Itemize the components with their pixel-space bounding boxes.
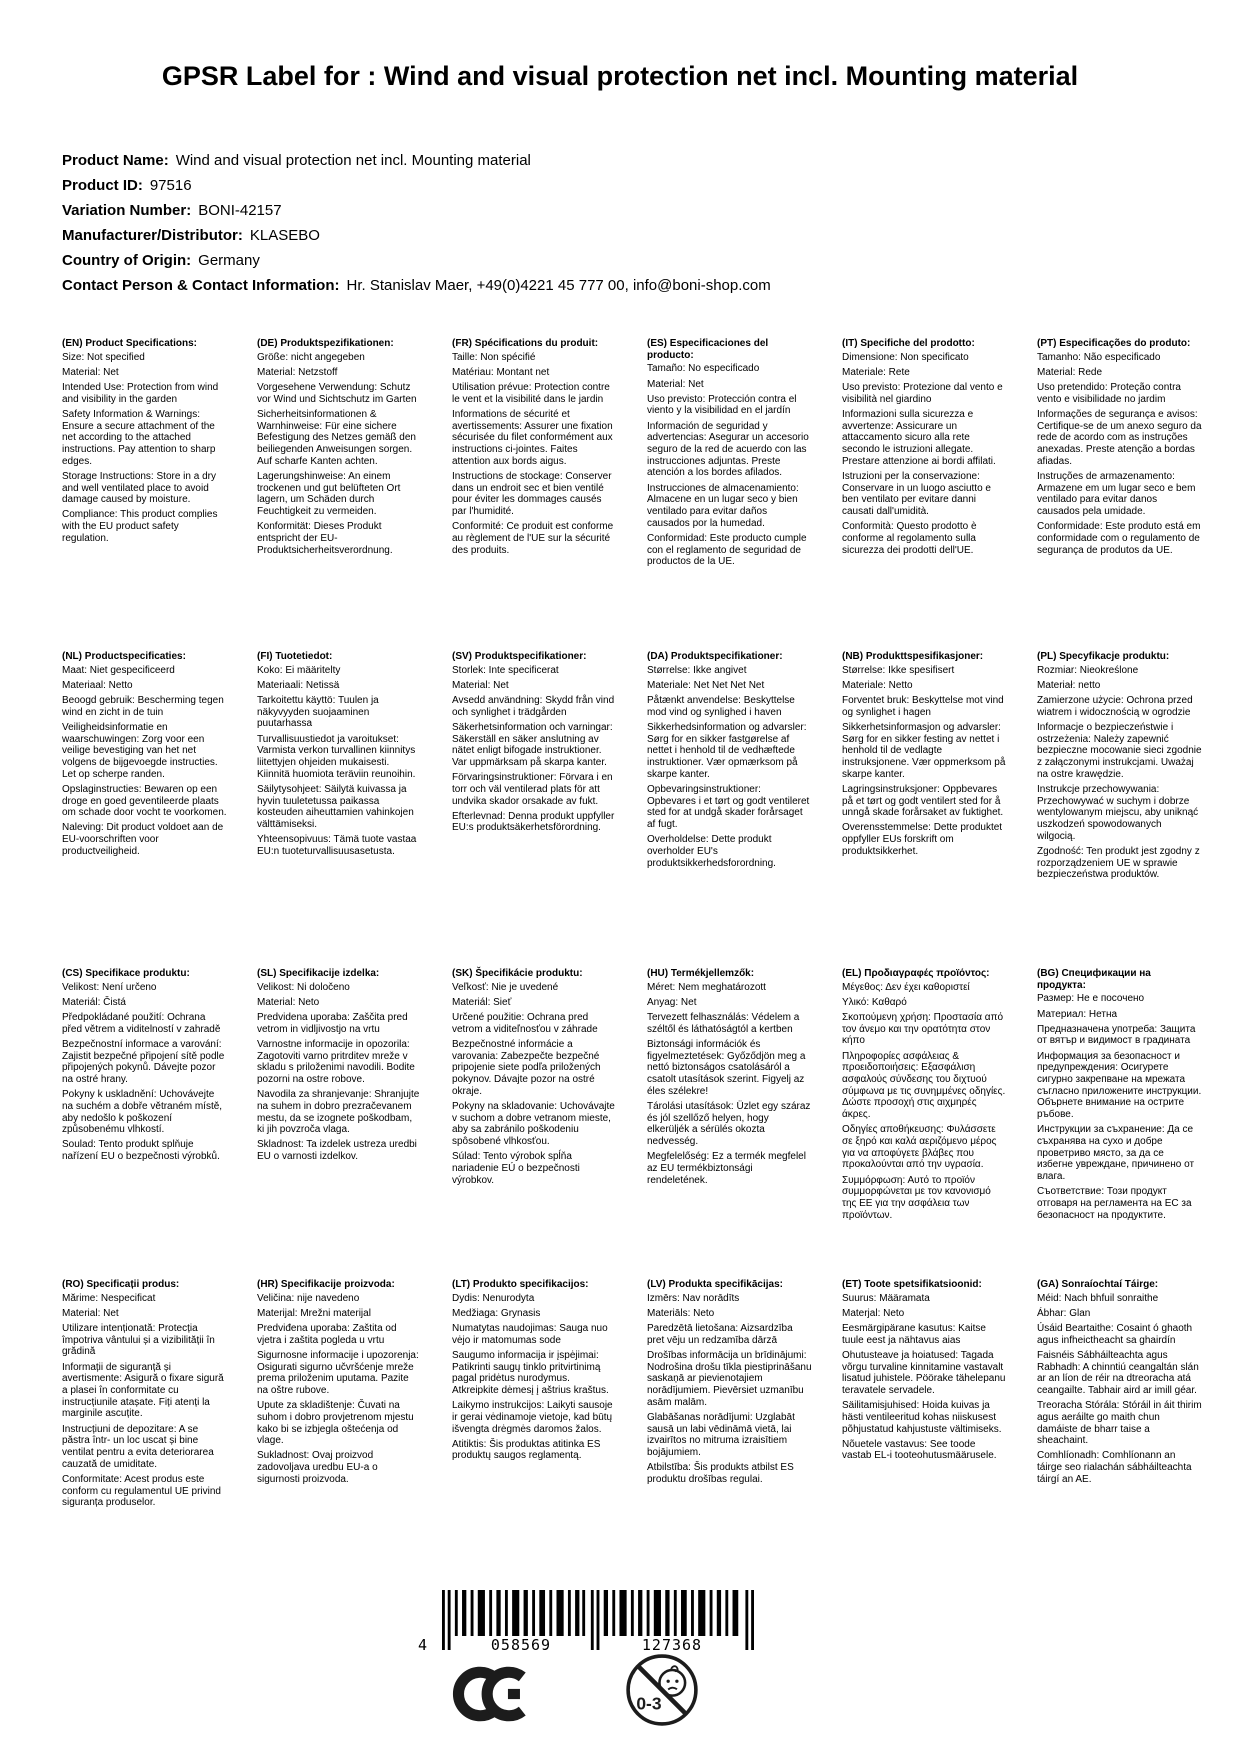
spec-block-header: (PL) Specyfikacje produktu:	[1037, 651, 1170, 662]
spec-paragraph: Predvidena uporaba: Zaščita pred vetrom in vidljivostjo na vrtu	[257, 1012, 408, 1035]
spec-block-header: (BG) Спецификации на продукта:	[1037, 968, 1151, 991]
spec-paragraph: Anyag: Net	[647, 996, 697, 1008]
spec-paragraph: Velikost: Není určeno	[62, 981, 157, 993]
spec-paragraph: Saugumo informacija ir įspėjimai: Patikrinti saugų tinklo pritvirtinimą pagal pridėtus nurodymus. Atkreipkite dėmesį į aštrius kraštus.	[452, 1349, 609, 1396]
spec-paragraph: Größe: nicht angegeben	[257, 351, 365, 363]
product-info-value: Germany	[198, 252, 260, 269]
spec-block	[257, 968, 422, 1166]
spec-paragraph: Matériau: Montant net	[452, 366, 550, 378]
spec-paragraph: Utilizare intenționată: Protecția împotriva vântului și a vizibilității în grădină	[62, 1323, 215, 1358]
spec-paragraph: Lagringsinstruksjoner: Oppbevares på et tørt og godt ventilert sted for å unngå skade forårsaket av fuktighet.	[842, 783, 1004, 819]
spec-paragraph: Beoogd gebruik: Bescherming tegen wind en zicht in de tuin	[62, 695, 224, 718]
spec-paragraph: Izmērs: Nav norādīts	[647, 1292, 740, 1304]
spec-paragraph: Material: Net	[452, 679, 509, 691]
product-info-label: Product Name:	[62, 152, 169, 169]
spec-block	[842, 338, 1007, 560]
spec-block-header: (EN) Product Specifications:	[62, 338, 198, 349]
spec-block	[452, 338, 617, 560]
product-info-row	[62, 198, 771, 223]
spec-block	[1037, 968, 1202, 1225]
spec-paragraph: Materiale: Net Net Net Net	[647, 679, 765, 691]
spec-paragraph: Οδηγίες αποθήκευσης: Φυλάσσετε σε ξηρό και καλά αεριζόμενο μέρος για να αποφύγετε βλάβες που προκαλούνται από την υγρασία.	[842, 1124, 997, 1171]
spec-block-header: (SL) Specifikacije izdelka:	[257, 968, 380, 979]
spec-paragraph: Laikymo instrukcijos: Laikyti sausoje ir gerai vėdinamoje vietoje, kad būtų išvengta drėgmės daromos žalos.	[452, 1400, 613, 1435]
spec-paragraph: Compliance: This product complies with the EU product safety regulation.	[62, 509, 218, 544]
spec-paragraph: Material: Neto	[257, 996, 320, 1008]
product-info-value: Hr. Stanislav Maer, +49(0)4221 45 777 00, info@boni-shop.com	[346, 277, 771, 294]
spec-block-header: (GA) Sonraíochtaí Táirge:	[1037, 1279, 1159, 1290]
spec-paragraph: Conformità: Questo prodotto è conforme al regolamento sulla sicurezza dei prodotti dell'UE.	[842, 521, 977, 556]
spec-paragraph: Συμμόρφωση: Αυτό το προϊόν συμμορφώνεται με τον κανονισμό της ΕΕ για την ασφάλεια των προϊόντων.	[842, 1174, 991, 1221]
spec-block-header: (SV) Produktspecifikationer:	[452, 651, 587, 662]
spec-paragraph: Material: Netzstoff	[257, 366, 338, 378]
spec-paragraph: Nõuetele vastavus: See toode vastab EL-i tooteohutusmäärusele.	[842, 1438, 997, 1462]
spec-paragraph: Säilitamisjuhised: Hoida kuivas ja hästi ventileeritud kohas niiskusest põhjustatud kahjustuste vältimiseks.	[842, 1400, 1002, 1435]
spec-block	[62, 968, 227, 1166]
spec-paragraph: Maat: Niet gespecificeerd	[62, 664, 175, 676]
spec-paragraph: Předpokládané použití: Ochrana před větrem a viditelností v zahradě	[62, 1012, 221, 1035]
spec-block	[1037, 651, 1202, 884]
spec-block	[647, 651, 812, 873]
spec-paragraph: Efterlevnad: Denna produkt uppfyller EU:s produktsäkerhetsförordning.	[452, 810, 615, 834]
product-info-row	[62, 248, 771, 273]
spec-paragraph: Méret: Nem meghatározott	[647, 981, 766, 993]
product-info-value: 97516	[149, 177, 192, 194]
spec-block-header: (FR) Spécifications du produit:	[452, 338, 599, 349]
spec-block-header: (ET) Toote spetsifikatsioonid:	[842, 1279, 982, 1290]
spec-paragraph: Upute za skladištenje: Čuvati na suhom i dobro provjetrenom mjestu kako bi se izbjegla oštećenja od vlage.	[257, 1400, 414, 1447]
spec-paragraph: Uso previsto: Protección contra el viento y la visibilidad en el jardín	[647, 393, 797, 417]
spec-paragraph: Materiał: netto	[1037, 679, 1101, 691]
spec-paragraph: Dimensione: Non specificato	[842, 351, 969, 363]
spec-block	[842, 1279, 1007, 1466]
page-title: GPSR Label for : Wind and visual protection net incl. Mounting material	[161, 61, 1079, 92]
spec-paragraph: Υλικό: Καθαρό	[842, 996, 907, 1008]
age-warning-label: 0-3	[636, 1693, 662, 1714]
spec-paragraph: Drošības informācija un brīdinājumi: Nodrošina drošu tīkla piestiprināšanu saskaņā ar pievienotajiem norādījumiem. Pievērsiet uzmanību asām malām.	[647, 1349, 812, 1408]
spec-paragraph: Tamaño: No especificado	[647, 363, 760, 375]
spec-paragraph: Storage Instructions: Store in a dry and well ventilated place to avoid damage caused by moisture.	[62, 470, 216, 506]
spec-paragraph: Zgodność: Ten produkt jest zgodny z rozporządzeniem UE w sprawie bezpieczeństwa produktów.	[1037, 845, 1200, 881]
spec-paragraph: Materiaal: Netto	[62, 679, 133, 691]
spec-block	[452, 651, 617, 838]
spec-paragraph: Tamanho: Não especificado	[1037, 351, 1161, 363]
spec-paragraph: Atitiktis: Šis produktas atitinka ES produktų saugos reglamentą.	[452, 1438, 601, 1462]
spec-block	[1037, 1279, 1202, 1489]
spec-paragraph: Предназначена употреба: Защита от вятър и видимост в градината	[1037, 1023, 1196, 1047]
spec-paragraph: Conformidade: Este produto está em conformidade com o regulamento de segurança de produtos da UE.	[1037, 521, 1201, 556]
spec-block-header: (HU) Termékjellemzők:	[647, 968, 755, 979]
spec-block	[257, 338, 422, 560]
spec-paragraph: Medžiaga: Grynasis	[452, 1307, 541, 1319]
spec-paragraph: Atbilstība: Šis produkts atbilst ES produktu drošības regulai.	[647, 1462, 794, 1485]
spec-paragraph: Veličina: nije navedeno	[257, 1292, 360, 1304]
spec-paragraph: Skladnost: Ta izdelek ustreza uredbi EU o varnosti izdelkov.	[257, 1139, 417, 1163]
spec-paragraph: Avsedd användning: Skydd från vind och synlighet i trädgården	[452, 695, 615, 718]
spec-paragraph: Informations de sécurité et avertissements: Assurer une fixation sécurisée du filet conformément aux instructions ci-jointes. Faites attention aux bords aigus.	[452, 408, 613, 467]
spec-paragraph: Instrucțiuni de depozitare: A se păstra într- un loc uscat și bine ventilat pentru a evita deteriorarea cauzată de umiditate.	[62, 1423, 214, 1470]
spec-paragraph: Konformität: Dieses Produkt entspricht der EU-Produktsicherheitsverordnung.	[257, 521, 393, 556]
spec-paragraph: Material: Net	[647, 378, 704, 390]
product-info	[62, 148, 771, 298]
spec-paragraph: Materijal: Mrežni materijal	[257, 1307, 371, 1319]
spec-paragraph: Opslaginstructies: Bewaren op een droge en goed geventileerde plaats om schade door vocht te voorkomen.	[62, 783, 227, 819]
spec-paragraph: Materiale: Netto	[842, 679, 913, 691]
spec-block	[1037, 338, 1202, 560]
spec-block	[842, 968, 1007, 1225]
spec-block	[647, 1279, 812, 1489]
spec-paragraph: Materiale: Rete	[842, 366, 910, 378]
spec-block-header: (CS) Specifikace produktu:	[62, 968, 190, 979]
spec-paragraph: Faisnéis Sábháilteachta agus Rabhadh: A chinntiú ceangaltán slán ar an líon de réir na dtreoracha atá ceangailte. Tabhair aird ar imill géar.	[1037, 1349, 1199, 1396]
spec-block	[62, 338, 227, 548]
spec-paragraph: Suurus: Määramata	[842, 1292, 930, 1304]
spec-paragraph: Paredzētā lietošana: Aizsardzība pret vēju un redzamība dārzā	[647, 1323, 793, 1346]
spec-block-header: (HR) Specifikacije proizvoda:	[257, 1279, 395, 1290]
spec-paragraph: Taille: Non spécifié	[452, 351, 536, 363]
spec-paragraph: Bezpečnostní informace a varování: Zajistit bezpečné připojení sítě podle připojených pokynů. Dávejte pozor na ostré hrany.	[62, 1038, 225, 1085]
spec-block	[62, 1279, 227, 1512]
spec-paragraph: Материал: Нетна	[1037, 1008, 1118, 1020]
spec-paragraph: Dydis: Nenurodyta	[452, 1292, 535, 1304]
barcode-left-group: 058569	[490, 1636, 552, 1654]
spec-paragraph: Materjal: Neto	[842, 1307, 905, 1319]
spec-grid	[62, 338, 1202, 1512]
spec-paragraph: Predviđena uporaba: Zaštita od vjetra i zaštita pogleda u vrtu	[257, 1323, 397, 1346]
spec-paragraph: Méid: Nach bhfuil sonraithe	[1037, 1292, 1159, 1304]
spec-paragraph: Säkerhetsinformation och varningar: Säkerställ en säker anslutning av nätet enligt bifogade instruktioner. Var uppmärksam på skarpa kanter.	[452, 721, 613, 768]
spec-paragraph: Turvallisuustiedot ja varoitukset: Varmista verkon turvallinen kiinnitys liitettyjen ohjeiden mukaisesti. Kiinnitä huomiota teräviin reunoihin.	[257, 733, 416, 780]
spec-paragraph: Sukladnost: Ovaj proizvod zadovoljava uredbu EU-a o sigurnosti proizvoda.	[257, 1450, 378, 1485]
spec-paragraph: Instrucciones de almacenamiento: Almacene en un lugar seco y bien ventilado para evitar daños causados por la humedad.	[647, 482, 799, 529]
spec-paragraph: Uso pretendido: Proteção contra vento e visibilidade no jardim	[1037, 382, 1181, 405]
product-info-label: Manufacturer/Distributor:	[62, 227, 243, 244]
spec-block	[257, 1279, 422, 1489]
spec-paragraph: Säilytysohjeet: Säilytä kuivassa ja hyvin tuuletetussa paikassa kosteuden aiheuttamien vahinkojen välttämiseksi.	[257, 783, 414, 830]
spec-paragraph: Utilisation prévue: Protection contre le vent et la visibilité dans le jardin	[452, 382, 610, 405]
age-warning-0-3-icon	[624, 1652, 700, 1728]
spec-block-header: (NB) Produkttspesifikasjoner:	[842, 651, 984, 662]
spec-block	[647, 968, 812, 1190]
spec-paragraph: Instrukcje przechowywania: Przechowywać w suchym i dobrze wentylowanym miejscu, aby uniknąć uszkodzeń spowodowanych wilgocią.	[1037, 783, 1199, 842]
spec-paragraph: Material: Net	[62, 366, 119, 378]
spec-paragraph: Tárolási utasítások: Üzlet egy száraz és jól szellőző helyen, hogy elkerüljék a sérülés okozta nedvesség.	[647, 1100, 811, 1147]
spec-paragraph: Πληροφορίες ασφάλειας & προειδοποιήσεις: Εξασφάλιση ασφαλούς σύνδεσης του διχτυού σύμφωνα με τις συνημμένες οδηγίες. Δώστε προσοχή στις αιχμηρές άκρες.	[842, 1050, 1006, 1121]
spec-paragraph: Sikkerhetsinformasjon og advarsler: Sørg for en sikker festing av nettet i henhold til de vedlagte instruksjonene. Vær oppmerksom på skarpe kanter.	[842, 721, 1006, 780]
product-info-label: Contact Person & Contact Information:	[62, 277, 340, 294]
spec-paragraph: Lagerungshinweise: An einem trockenen und gut belüfteten Ort lagern, um Schäden durch Feuchtigkeit zu vermeiden.	[257, 470, 401, 517]
spec-paragraph: Informazioni sulla sicurezza e avvertenze: Assicurare un attaccamento sicuro alla rete secondo le istruzioni allegate. Prestare attenzione ai bordi affilati.	[842, 408, 996, 467]
spec-paragraph: Informacje o bezpieczeństwie i ostrzeżenia: Należy zapewnić bezpieczne mocowanie sieci zgodnie z załączonymi instrukcjami. Uważaj na ostre krawędzie.	[1037, 721, 1202, 780]
barcode-right-group: 127368	[641, 1636, 703, 1654]
product-info-value: Wind and visual protection net incl. Mounting material	[175, 152, 531, 169]
product-info-row	[62, 273, 771, 298]
spec-paragraph: Størrelse: Ikke spesifisert	[842, 664, 955, 676]
spec-paragraph: Soulad: Tento produkt splňuje nařízení EU o bezpečnosti výrobků.	[62, 1139, 220, 1163]
ce-mark-icon	[452, 1663, 538, 1725]
spec-paragraph: Size: Not specified	[62, 351, 145, 363]
spec-paragraph: Pokyny k uskladnění: Uchovávejte na suchém a dobře větraném místě, aby nedošlo k poškození způsobenému vlhkostí.	[62, 1089, 223, 1136]
spec-paragraph: Storlek: Inte specificerat	[452, 664, 559, 676]
spec-paragraph: Съответствие: Този продукт отговаря на регламента на ЕС за безопасност на продуктите.	[1037, 1186, 1192, 1221]
spec-block	[647, 338, 812, 571]
spec-paragraph: Σκοπούμενη χρήση: Προστασία από τον άνεμο και την ορατότητα στον κήπο	[842, 1012, 1004, 1047]
spec-block-header: (PT) Especificações do produto:	[1037, 338, 1191, 349]
spec-paragraph: Varnostne informacije in opozorila: Zagotoviti varno pritrditev mreže v skladu s priloženimi navodili. Bodite pozorni na ostre robove.	[257, 1038, 415, 1085]
spec-paragraph: Safety Information & Warnings: Ensure a secure attachment of the net according to the attached instructions. Pay attention to sharp edges.	[62, 408, 216, 467]
product-info-label: Variation Number:	[62, 202, 192, 219]
spec-paragraph: Navodila za shranjevanje: Shranjujte na suhem in dobro prezračevanem mestu, da se izognete poškodbam, ki jih povzroča vlaga.	[257, 1089, 420, 1136]
spec-block	[842, 651, 1007, 861]
barcode-lead-digit: 4	[418, 1636, 428, 1654]
spec-paragraph: Yhteensopivuus: Tämä tuote vastaa EU:n tuoteturvallisuusasetusta.	[257, 834, 417, 857]
spec-block-header: (ES) Especificaciones del producto:	[647, 338, 769, 361]
spec-paragraph: Sikkerhedsinformation og advarsler: Sørg for en sikker fastgørelse af nettet i henhold til de vedhæftede instruktioner. Vær opmærksom på skarpe kanter.	[647, 721, 807, 780]
spec-paragraph: Naleving: Dit product voldoet aan de EU-voorschriften voor productveiligheid.	[62, 822, 224, 857]
product-info-value: KLASEBO	[249, 227, 320, 244]
product-info-label: Country of Origin:	[62, 252, 192, 269]
spec-paragraph: Intended Use: Protection from wind and visibility in the garden	[62, 382, 219, 405]
spec-block-header: (EL) Προδιαγραφές προϊόντος:	[842, 968, 990, 979]
spec-paragraph: Conformidad: Este producto cumple con el reglamento de seguridad de productos de la UE.	[647, 532, 807, 568]
spec-paragraph: Megfelelőség: Ez a termék megfelel az EU termékbiztonsági rendeletének.	[647, 1151, 806, 1186]
spec-paragraph: Påtænkt anvendelse: Beskyttelse mod vind og synlighed i haven	[647, 695, 795, 718]
spec-paragraph: Materiaali: Netissä	[257, 679, 340, 691]
spec-paragraph: Informações de segurança e avisos: Certifique-se de um anexo seguro da rede de acordo com as instruções anexadas. Preste atenção a bordas afiadas.	[1037, 408, 1202, 467]
spec-paragraph: Conformitate: Acest produs este conform cu regulamentul UE privind siguranța produselor.	[62, 1473, 221, 1509]
spec-paragraph: Overholdelse: Dette produkt overholder EU's produktsikkerhedsforordning.	[647, 834, 776, 869]
spec-paragraph: Sigurnosne informacije i upozorenja: Osigurati sigurno učvršćenje mreže prema priloženim uputama. Pazite na oštre rubove.	[257, 1349, 419, 1396]
spec-paragraph: Informații de siguranță și avertismente: Asigură o fixare sigură a plasei în conformitate cu instrucțiunile atașate. Fiți atenți la marginile ascuțite.	[62, 1361, 224, 1420]
spec-paragraph: Eesmärgipärane kasutus: Kaitse tuule eest ja nähtavus aias	[842, 1323, 986, 1346]
spec-paragraph: Velikost: Ni določeno	[257, 981, 350, 993]
spec-paragraph: Rozmiar: Nieokreślone	[1037, 664, 1139, 676]
spec-block-header: (IT) Specifiche del prodotto:	[842, 338, 975, 349]
spec-paragraph: Инструкции за съхранение: Да се съхранява на сухо и добре проветриво място, за да се избегне увреждане, причинено от влага.	[1037, 1124, 1195, 1182]
spec-paragraph: Veľkosť: Nie je uvedené	[452, 981, 559, 993]
spec-paragraph: Información de seguridad y advertencias: Asegurar un accesorio seguro de la red de acuerdo con las instrucciones adjuntas. Preste atención a los bordes afilados.	[647, 420, 809, 479]
spec-paragraph: Glabāšanas norādījumi: Uzglabāt sausā un labi vēdināmā vietā, lai izvairītos no mitruma izraisītiem bojājumiem.	[647, 1411, 795, 1458]
spec-paragraph: Istruzioni per la conservazione: Conservare in un luogo asciutto e ben ventilato per evitare danni causati dall'umidità.	[842, 470, 991, 517]
spec-paragraph: Comhlíonadh: Comhlíonann an táirge seo rialachán sábháilteachta táirgí an AE.	[1037, 1450, 1192, 1485]
spec-block-header: (LV) Produkta specifikācijas:	[647, 1279, 783, 1290]
spec-paragraph: Ábhar: Glan	[1037, 1307, 1091, 1319]
spec-block	[452, 968, 617, 1190]
spec-paragraph: Zamierzone użycie: Ochrona przed wiatrem i widocznością w ogrodzie	[1037, 695, 1193, 718]
spec-paragraph: Treoracha Stórála: Stóráil in áit thirim agus aeráilte go maith chun damáiste de bharr taise a sheachaint.	[1037, 1400, 1202, 1447]
spec-paragraph: Numatytas naudojimas: Sauga nuo vėjo ir matomumas sode	[452, 1323, 608, 1346]
spec-paragraph: Pokyny na skladovanie: Uchovávajte v suchom a dobre vetranom mieste, aby sa zabránilo poškodeniu spôsobené vlhkosťou.	[452, 1100, 615, 1147]
spec-paragraph: Veiligheidsinformatie en waarschuwingen: Zorg voor een veilige bevestiging van het net volgens de bijgevoegde instructies. Let op scherpe randen.	[62, 721, 218, 780]
spec-paragraph: Material: Rede	[1037, 366, 1103, 378]
spec-block-header: (LT) Produkto specifikacijos:	[452, 1279, 589, 1290]
spec-block-header: (DA) Produktspecifikationer:	[647, 651, 783, 662]
spec-paragraph: Biztonsági információk és figyelmeztetések: Győződjön meg a nettó biztonságos csatolásáról a csatolt utasítások szerint. Figyelj az éles szélekre!	[647, 1038, 806, 1097]
spec-block-header: (DE) Produktspezifikationen:	[257, 338, 394, 349]
spec-paragraph: Størrelse: Ikke angivet	[647, 664, 747, 676]
spec-paragraph: Tervezett felhasználás: Védelem a széltől és láthatóságtól a kertben	[647, 1012, 800, 1035]
spec-paragraph: Úsáid Beartaithe: Cosaint ó ghaoth agus infheictheacht sa ghairdín	[1037, 1323, 1193, 1346]
spec-paragraph: Размер: Не е посочено	[1037, 993, 1145, 1005]
spec-paragraph: Tarkoitettu käyttö: Tuulen ja näkyvyyden suojaaminen puutarhassa	[257, 695, 379, 730]
product-info-row	[62, 148, 771, 173]
spec-block	[257, 651, 422, 861]
spec-paragraph: Instructions de stockage: Conserver dans un endroit sec et bien ventilé pour éviter les dommages causés par l'humidité.	[452, 470, 612, 517]
spec-paragraph: Forventet bruk: Beskyttelse mot vind og synlighet i hagen	[842, 695, 1004, 718]
spec-paragraph: Sicherheitsinformationen & Warnhinweise: Für eine sichere Befestigung des Netzes gemäß den beiliegenden Anweisungen sorgen. Auf scharfe Kanten achten.	[257, 408, 416, 467]
spec-paragraph: Conformité: Ce produit est conforme au règlement de l'UE sur la sécurité des produits.	[452, 521, 614, 556]
spec-paragraph: Μέγεθος: Δεν έχει καθοριστεί	[842, 981, 970, 993]
spec-paragraph: Materiál: Sieť	[452, 996, 512, 1008]
product-info-label: Product ID:	[62, 177, 143, 194]
spec-block-header: (RO) Specificații produs:	[62, 1279, 180, 1290]
spec-paragraph: Информация за безопасност и предупреждения: Осигурете сигурно закрепване на мрежата съгласно приложените инструкции. Обърнете внимание на острите ръбове.	[1037, 1050, 1202, 1121]
spec-paragraph: Uso previsto: Protezione dal vento e visibilità nel giardino	[842, 382, 1003, 405]
product-info-value: BONI-42157	[198, 202, 282, 219]
spec-paragraph: Bezpečnostné informácie a varovania: Zabezpečte bezpečné pripojenie siete podľa priložených pokynov. Dávajte pozor na ostré okraje.	[452, 1038, 601, 1097]
spec-block	[62, 651, 227, 861]
barcode	[418, 1590, 754, 1654]
spec-block-header: (SK) Špecifikácie produktu:	[452, 968, 583, 979]
spec-paragraph: Materiál: Čistá	[62, 996, 126, 1008]
spec-block	[452, 1279, 617, 1466]
product-info-row	[62, 223, 771, 248]
spec-paragraph: Mărime: Nespecificat	[62, 1292, 156, 1304]
spec-paragraph: Vorgesehene Verwendung: Schutz vor Wind und Sichtschutz im Garten	[257, 382, 417, 405]
spec-block-header: (NL) Productspecificaties:	[62, 651, 186, 662]
spec-paragraph: Materiāls: Neto	[647, 1307, 715, 1319]
spec-paragraph: Opbevaringsinstruktioner: Opbevares i et tørt og godt ventileret sted for at undgå skader forårsaget af fugt.	[647, 783, 810, 830]
spec-paragraph: Určené použitie: Ochrana pred vetrom a viditeľnosťou v záhrade	[452, 1012, 598, 1035]
spec-paragraph: Material: Net	[62, 1307, 119, 1319]
spec-paragraph: Instruções de armazenamento: Armazene em um lugar seco e bem ventilado para evitar danos causados pela umidade.	[1037, 470, 1196, 517]
product-info-row	[62, 173, 771, 198]
spec-paragraph: Súlad: Tento výrobok spĺňa nariadenie EÚ o bezpečnosti výrobkov.	[452, 1151, 580, 1186]
spec-paragraph: Koko: Ei määritelty	[257, 664, 341, 676]
spec-paragraph: Förvaringsinstruktioner: Förvara i en torr och väl ventilerad plats för att undvika skador orsakade av fukt.	[452, 772, 613, 807]
spec-block-header: (FI) Tuotetiedot:	[257, 651, 333, 662]
spec-paragraph: Overensstemmelse: Dette produktet oppfyller EUs forskrift om produktsikkerhet.	[842, 822, 1003, 857]
spec-paragraph: Ohutusteave ja hoiatused: Tagada võrgu turvaline kinnitamine vastavalt lisatud juhistele. Pöörake tähelepanu teravatele servadele.	[842, 1349, 1006, 1396]
